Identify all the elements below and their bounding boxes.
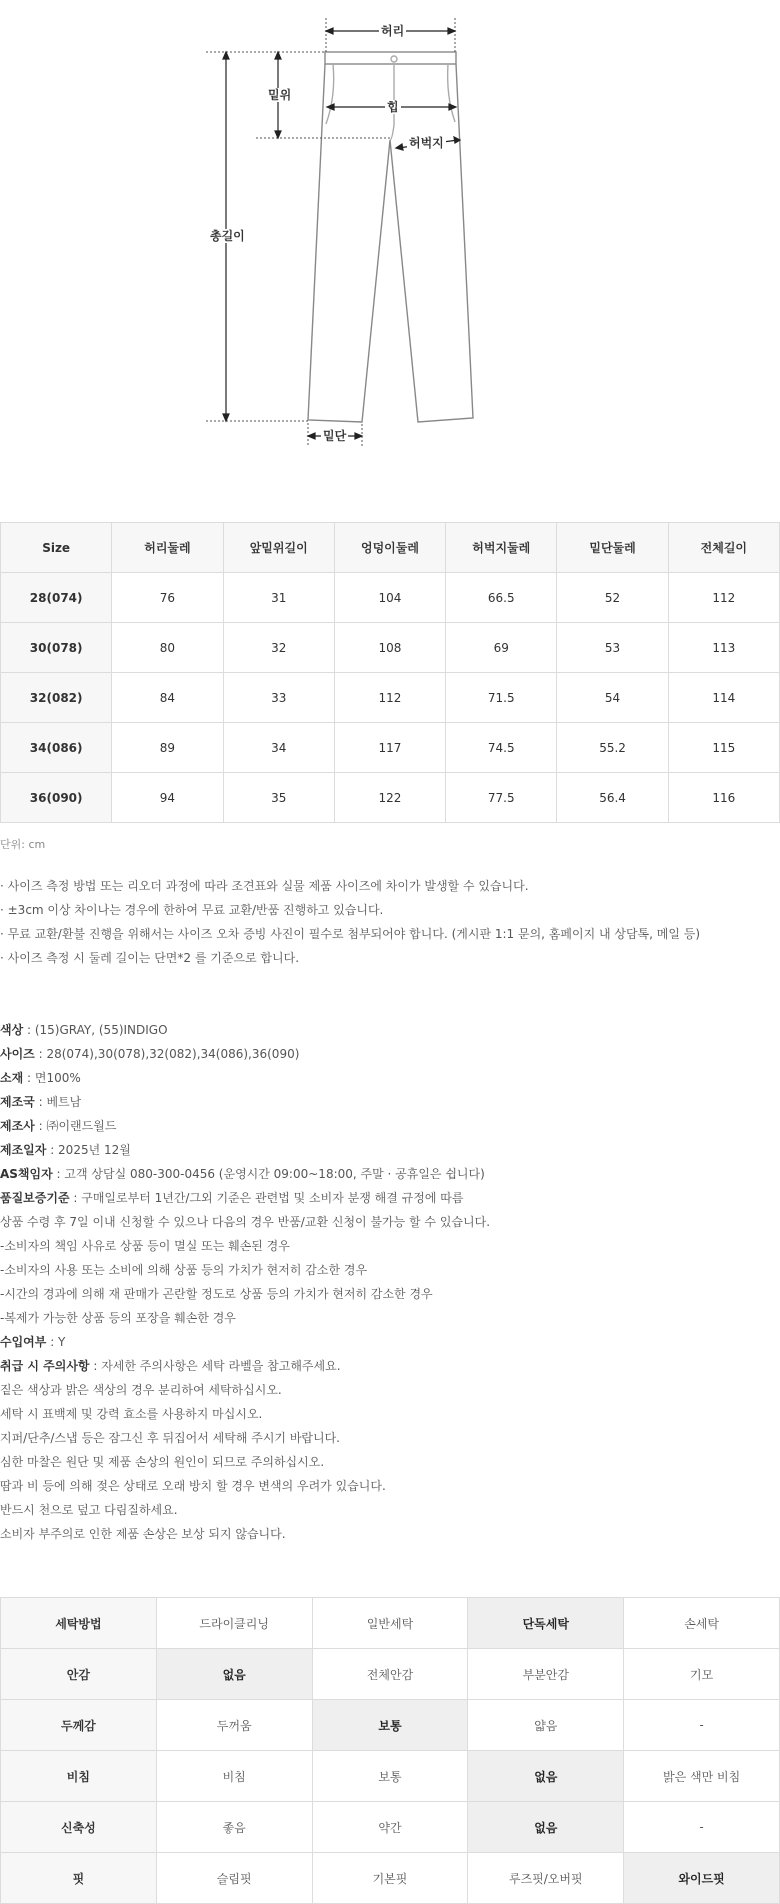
table-row bbox=[1, 673, 780, 723]
info-as: AS책임자 : 고객 상담실 080-300-0456 (운영시간 09:00~18:00, 주말 · 공휴일은 쉽니다) bbox=[0, 1167, 485, 1181]
header-cell: 앞밑위길이 bbox=[223, 523, 334, 573]
waist-label: 허리 bbox=[381, 24, 405, 38]
value-cell: 84 bbox=[112, 673, 223, 723]
caution-line: 짙은 색상과 밝은 색상의 경우 분리하여 세탁하십시오. bbox=[0, 1383, 282, 1397]
value-cell: 114 bbox=[668, 673, 779, 723]
size-cell: 30(078) bbox=[1, 623, 112, 673]
info-color: 색상 : (15)GRAY, (55)INDIGO bbox=[0, 1023, 168, 1037]
note-line: · 무료 교환/환불 진행을 위해서는 사이즈 오차 증빙 사진이 필수로 첨부되어야 합니다. (게시판 1:1 문의, 홈페이지 내 상담톡, 메일 등) bbox=[0, 927, 701, 941]
care-option: 단독세탁 bbox=[468, 1598, 624, 1649]
value-cell: 35 bbox=[223, 773, 334, 823]
care-option: 약간 bbox=[312, 1802, 468, 1853]
table-row bbox=[1, 573, 780, 623]
hip-label: 힙 bbox=[387, 100, 399, 114]
pants-measurement-diagram bbox=[0, 0, 780, 460]
value-cell: 104 bbox=[334, 573, 445, 623]
care-option: 밝은 색만 비침 bbox=[624, 1751, 780, 1802]
care-option: 드라이클리닝 bbox=[156, 1598, 312, 1649]
care-option: 일반세탁 bbox=[312, 1598, 468, 1649]
value-cell: 53 bbox=[557, 623, 668, 673]
care-option: 부분안감 bbox=[468, 1649, 624, 1700]
care-table bbox=[0, 1597, 780, 1904]
care-row-header: 세탁방법 bbox=[1, 1598, 157, 1649]
caution-line: 심한 마찰은 원단 및 제품 손상의 원인이 되므로 주의하십시오. bbox=[0, 1455, 325, 1469]
return-line: -소비자의 사용 또는 소비에 의해 상품 등의 가치가 현저히 감소한 경우 bbox=[0, 1263, 368, 1277]
value-cell: 80 bbox=[112, 623, 223, 673]
info-caution: 취급 시 주의사항 : 자세한 주의사항은 세탁 라벨을 참고해주세요. bbox=[0, 1359, 341, 1373]
size-table bbox=[0, 522, 780, 823]
value-cell: 113 bbox=[668, 623, 779, 673]
size-notes bbox=[0, 874, 700, 970]
value-cell: 69 bbox=[446, 623, 557, 673]
care-option: 보통 bbox=[312, 1751, 468, 1802]
pants-illustration bbox=[0, 0, 780, 460]
info-warranty: 품질보증기준 : 구매일로부터 1년간/그외 기준은 관련법 및 소비자 분쟁 해결 규정에 따름 bbox=[0, 1191, 464, 1205]
info-date: 제조일자 : 2025년 12월 bbox=[0, 1143, 131, 1157]
hem-label: 밑단 bbox=[323, 429, 347, 443]
care-row-header: 신축성 bbox=[1, 1802, 157, 1853]
value-cell: 117 bbox=[334, 723, 445, 773]
header-cell: 허리둘레 bbox=[112, 523, 223, 573]
size-table-header-row bbox=[1, 523, 780, 573]
info-sizes: 사이즈 : 28(074),30(078),32(082),34(086),36(090) bbox=[0, 1047, 300, 1061]
value-cell: 76 bbox=[112, 573, 223, 623]
value-cell: 32 bbox=[223, 623, 334, 673]
care-option: - bbox=[624, 1700, 780, 1751]
unit-note: 단위: cm bbox=[0, 838, 46, 851]
care-row-header: 핏 bbox=[1, 1853, 157, 1904]
value-cell: 89 bbox=[112, 723, 223, 773]
care-row-header: 비침 bbox=[1, 1751, 157, 1802]
value-cell: 55.2 bbox=[557, 723, 668, 773]
button-shape bbox=[391, 56, 397, 62]
table-row bbox=[1, 723, 780, 773]
care-option: 와이드핏 bbox=[624, 1853, 780, 1904]
care-option: 전체안감 bbox=[312, 1649, 468, 1700]
info-material: 소재 : 면100% bbox=[0, 1071, 81, 1085]
care-option: 보통 bbox=[312, 1700, 468, 1751]
table-row bbox=[1, 623, 780, 673]
care-row-wash bbox=[1, 1598, 780, 1649]
header-cell: 밑단둘레 bbox=[557, 523, 668, 573]
rise-label: 밑위 bbox=[268, 88, 292, 102]
care-row-stretch bbox=[1, 1802, 780, 1853]
care-row-fit bbox=[1, 1853, 780, 1904]
care-row-sheerness bbox=[1, 1751, 780, 1802]
return-line: -소비자의 책임 사유로 상품 등이 멸실 또는 훼손된 경우 bbox=[0, 1239, 290, 1253]
value-cell: 108 bbox=[334, 623, 445, 673]
care-option: - bbox=[624, 1802, 780, 1853]
care-row-header: 안감 bbox=[1, 1649, 157, 1700]
value-cell: 74.5 bbox=[446, 723, 557, 773]
header-cell: 엉덩이둘레 bbox=[334, 523, 445, 573]
left-pocket-line bbox=[326, 64, 334, 124]
size-cell: 28(074) bbox=[1, 573, 112, 623]
care-option: 기모 bbox=[624, 1649, 780, 1700]
value-cell: 52 bbox=[557, 573, 668, 623]
return-line: 상품 수령 후 7일 이내 신청할 수 있으나 다음의 경우 반품/교환 신청이 불가능 할 수 있습니다. bbox=[0, 1215, 491, 1229]
care-option: 손세탁 bbox=[624, 1598, 780, 1649]
value-cell: 54 bbox=[557, 673, 668, 723]
care-row-thickness bbox=[1, 1700, 780, 1751]
care-option: 없음 bbox=[156, 1649, 312, 1700]
header-cell: 허벅지둘레 bbox=[446, 523, 557, 573]
note-line: · ±3cm 이상 차이나는 경우에 한하여 무료 교환/반품 진행하고 있습니다. bbox=[0, 903, 384, 917]
value-cell: 116 bbox=[668, 773, 779, 823]
care-option: 비침 bbox=[156, 1751, 312, 1802]
size-cell: 36(090) bbox=[1, 773, 112, 823]
value-cell: 77.5 bbox=[446, 773, 557, 823]
value-cell: 33 bbox=[223, 673, 334, 723]
pants-body-shape bbox=[308, 64, 473, 422]
thigh-label: 허벅지 bbox=[409, 136, 444, 150]
care-option: 좋음 bbox=[156, 1802, 312, 1853]
care-row-lining bbox=[1, 1649, 780, 1700]
right-pocket-line bbox=[448, 64, 455, 122]
care-option: 없음 bbox=[468, 1802, 624, 1853]
product-info bbox=[0, 1018, 490, 1546]
total-length-label: 총길이 bbox=[210, 229, 245, 243]
care-option: 슬림핏 bbox=[156, 1853, 312, 1904]
care-option: 기본핏 bbox=[312, 1853, 468, 1904]
value-cell: 112 bbox=[668, 573, 779, 623]
return-line: -시간의 경과에 의해 재 판매가 곤란할 정도로 상품 등의 가치가 현저히 감소한 경우 bbox=[0, 1287, 433, 1301]
header-cell: Size bbox=[1, 523, 112, 573]
note-line: · 사이즈 측정 시 둘레 길이는 단면*2 를 기준으로 합니다. bbox=[0, 951, 300, 965]
value-cell: 112 bbox=[334, 673, 445, 723]
return-line: -복제가 가능한 상품 등의 포장을 훼손한 경우 bbox=[0, 1311, 236, 1325]
value-cell: 31 bbox=[223, 573, 334, 623]
value-cell: 56.4 bbox=[557, 773, 668, 823]
note-line: · 사이즈 측정 방법 또는 리오더 과정에 따라 조견표와 실물 제품 사이즈에 차이가 발생할 수 있습니다. bbox=[0, 879, 529, 893]
care-option: 두꺼움 bbox=[156, 1700, 312, 1751]
value-cell: 71.5 bbox=[446, 673, 557, 723]
info-country: 제조국 : 베트남 bbox=[0, 1095, 82, 1109]
caution-line: 반드시 천으로 덮고 다림질하세요. bbox=[0, 1503, 178, 1517]
care-option: 없음 bbox=[468, 1751, 624, 1802]
value-cell: 66.5 bbox=[446, 573, 557, 623]
caution-line: 땀과 비 등에 의해 젖은 상태로 오래 방치 할 경우 변색의 우려가 있습니다. bbox=[0, 1479, 386, 1493]
caution-line: 지퍼/단추/스냅 등은 잠그신 후 뒤집어서 세탁해 주시기 바랍니다. bbox=[0, 1431, 340, 1445]
value-cell: 34 bbox=[223, 723, 334, 773]
value-cell: 122 bbox=[334, 773, 445, 823]
table-row bbox=[1, 773, 780, 823]
caution-line: 소비자 부주의로 인한 제품 손상은 보상 되지 않습니다. bbox=[0, 1527, 286, 1541]
care-option: 루즈핏/오버핏 bbox=[468, 1853, 624, 1904]
care-row-header: 두께감 bbox=[1, 1700, 157, 1751]
header-cell: 전체길이 bbox=[668, 523, 779, 573]
size-cell: 32(082) bbox=[1, 673, 112, 723]
care-option: 얇음 bbox=[468, 1700, 624, 1751]
size-cell: 34(086) bbox=[1, 723, 112, 773]
caution-line: 세탁 시 표백제 및 강력 효소를 사용하지 마십시오. bbox=[0, 1407, 263, 1421]
value-cell: 94 bbox=[112, 773, 223, 823]
info-maker: 제조사 : ㈜이랜드월드 bbox=[0, 1119, 117, 1133]
info-import: 수입여부 : Y bbox=[0, 1335, 66, 1349]
value-cell: 115 bbox=[668, 723, 779, 773]
